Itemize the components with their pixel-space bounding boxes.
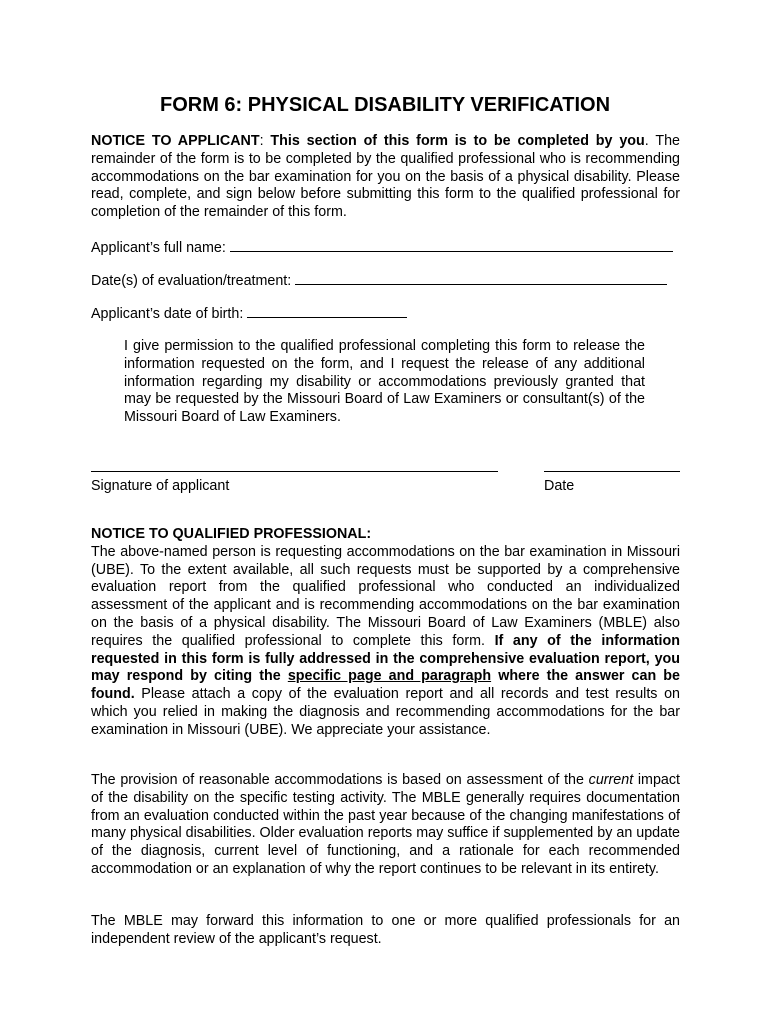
professional-notice-body-2: Please attach a copy of the evaluation report and all records and test results on which you relied in making the diagnosis and recommending accommodations for the bar examination in Missouri (UBE). We appreciate your assistance.	[91, 686, 680, 738]
evaluation-dates-label: Date(s) of evaluation/treatment:	[91, 273, 292, 289]
applicant-notice-body: . The remainder of the form is to be completed by the qualified professional who is recommending accommodations on the bar examination for you on the basis of a physical disability. Please read, complete, and sign below before submitting this form to the qualified professional for completion of the remainder of this form.	[91, 133, 680, 221]
provision-after: impact of the disability on the specific testing activity. The MBLE generally requires documentation from an evaluation conducted within the past year because of the changing manifestations of many physical disabilities. Older evaluation reports may suffice if supplemented by an update of the diagnosis, current level of functioning, and a rationale for each recommended accommodation or an explanation of why the report continues to be relevant in its entirety.	[91, 772, 680, 877]
signature-line[interactable]	[91, 471, 498, 472]
applicant-notice-colon: :	[259, 133, 271, 149]
applicant-notice-bold: This section of this form is to be completed by you	[270, 133, 645, 149]
form-title: FORM 6: PHYSICAL DISABILITY VERIFICATION	[159, 94, 611, 116]
birth-date-input-line[interactable]	[247, 303, 407, 318]
provision-italic: current	[588, 772, 634, 788]
provision-before: The provision of reasonable accommodations is based on assessment of the	[91, 772, 589, 788]
professional-notice-body-1: The above-named person is requesting accommodations on the bar examination in Missouri (UBE). To the extent available, all such requests must be supported by a comprehensive evaluation report from the qualified professional who conducted an individualized assessment of the applicant and is recommending accommodations on the bar examination on the basis of a physical disability. The Missouri Board of Law Examiners (MBLE) also requires the qualified professional to complete this form.	[91, 543, 680, 649]
evaluation-dates-input-line[interactable]	[295, 270, 667, 285]
evaluation-dates-field	[91, 270, 667, 290]
full-name-input-line[interactable]	[230, 237, 673, 252]
professional-notice-underlined: specific page and paragraph	[287, 668, 492, 685]
full-name-field	[91, 237, 673, 257]
birth-date-label: Applicant’s date of birth:	[91, 306, 244, 322]
professional-notice-bold-2: where the answer can be found.	[91, 668, 680, 703]
date-label: Date	[544, 478, 575, 494]
professional-notice	[91, 526, 680, 740]
professional-notice-heading: NOTICE TO QUALIFIED PROFESSIONAL:	[91, 526, 372, 542]
applicant-notice-heading: NOTICE TO APPLICANT	[91, 133, 260, 149]
forward-paragraph: The MBLE may forward this information to one or more qualified professionals for an independent review of the applicant’s request.	[91, 913, 680, 947]
provision-paragraph	[91, 772, 680, 879]
consent-statement: I give permission to the qualified professional completing this form to release the information requested on the form, and I request the release of any additional information regarding my disability or accommodations previously granted that may be requested by the Missouri Board of Law Examiners or consultant(s) of the Missouri Board of Law Examiners.	[124, 338, 645, 426]
applicant-notice	[91, 133, 680, 222]
signature-label: Signature of applicant	[91, 478, 230, 494]
full-name-label: Applicant’s full name:	[91, 240, 226, 256]
professional-notice-bold-1: If any of the information requested in this form is fully addressed in the comprehensive evaluation report, you may respond by citing the	[91, 632, 680, 685]
date-line[interactable]	[544, 471, 680, 472]
birth-date-field	[91, 303, 407, 323]
